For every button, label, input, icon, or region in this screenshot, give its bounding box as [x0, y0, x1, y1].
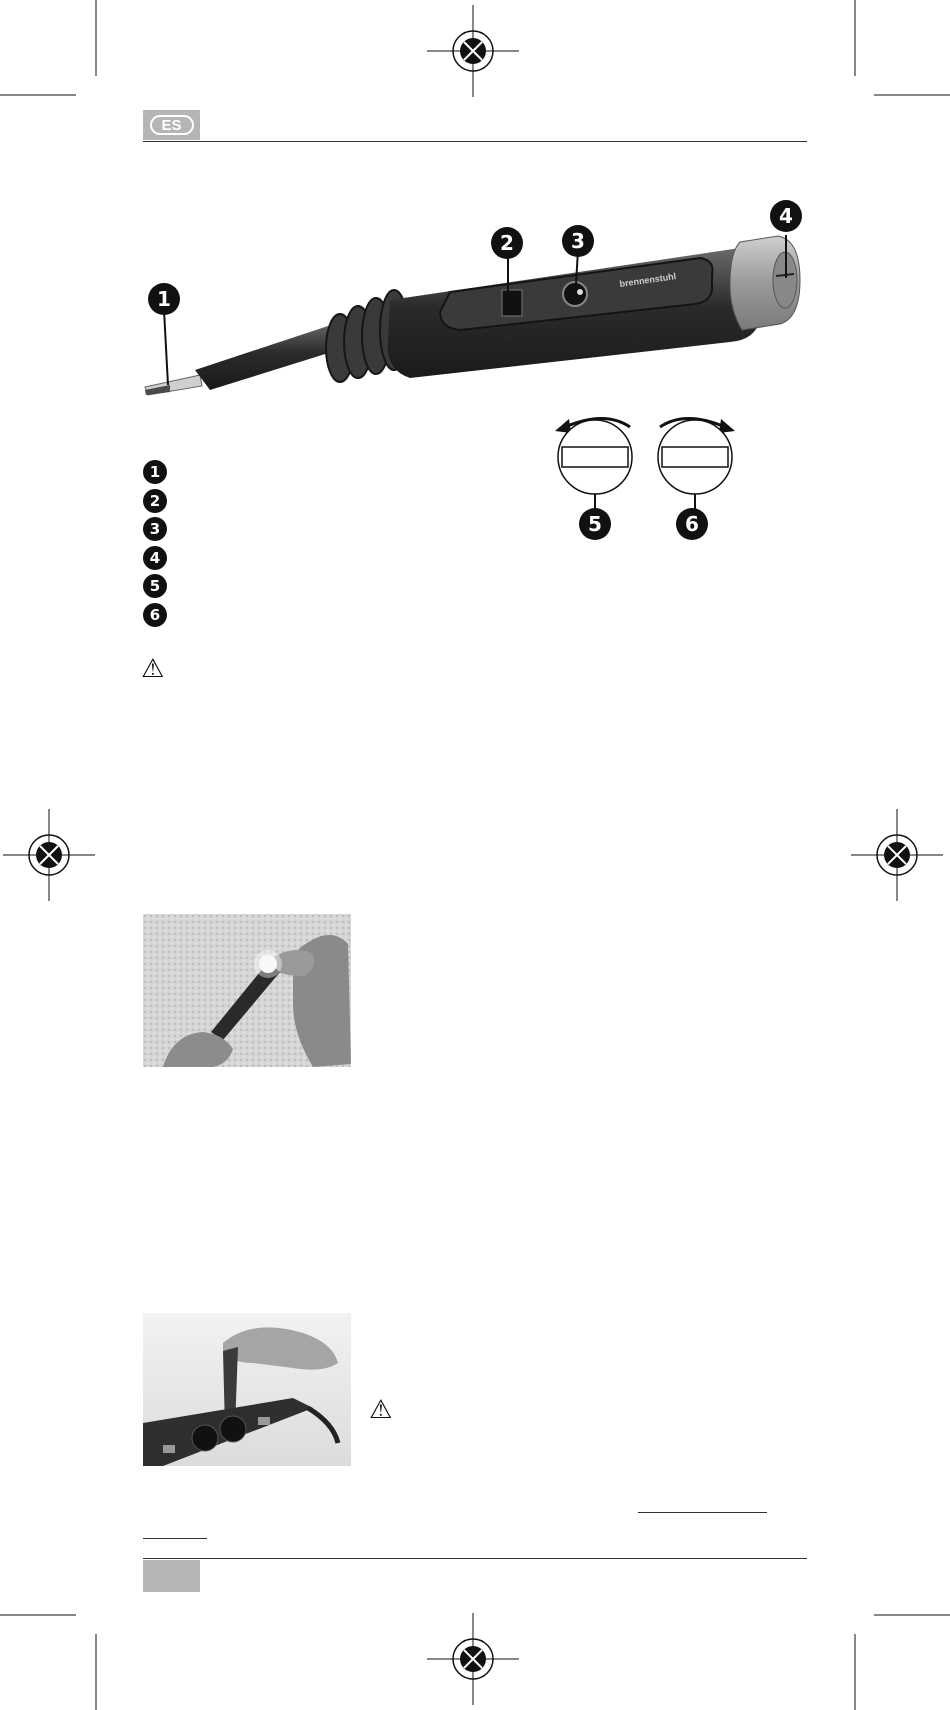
page-number-tab [143, 1560, 200, 1592]
photo-tester-in-hands [143, 914, 351, 1067]
legend-item-3: 3 [143, 517, 167, 541]
callout-4: 4 [770, 200, 802, 232]
callout-2: 2 [491, 227, 523, 259]
callout-5: 5 [579, 508, 611, 540]
legend-item-6: 6 [143, 603, 167, 627]
language-tab [143, 110, 200, 140]
legend-item-1: 1 [143, 460, 167, 484]
brand-label: brennenstuhl [618, 271, 677, 289]
legend-item-5: 5 [143, 574, 167, 598]
language-label: ES [150, 115, 194, 135]
legend-item-4: 4 [143, 546, 167, 570]
registration-mark-icon [427, 1613, 519, 1705]
warning-triangle-icon: ⚠ [141, 654, 165, 684]
registration-mark-icon [851, 809, 943, 901]
callout-3: 3 [562, 225, 594, 257]
underline-rule [143, 1538, 207, 1539]
callout-1: 1 [148, 283, 180, 315]
footer-rule [143, 1558, 807, 1559]
voltage-tester-illustration [140, 230, 810, 410]
rotation-diagrams [545, 405, 745, 515]
warning-triangle-icon: ⚠ [369, 1395, 393, 1425]
registration-mark-icon [3, 809, 95, 901]
callout-6: 6 [676, 508, 708, 540]
underline-rule [638, 1512, 767, 1513]
header-rule [143, 141, 807, 142]
registration-mark-icon [427, 5, 519, 97]
photo-tester-in-socket [143, 1313, 351, 1466]
legend-item-2: 2 [143, 489, 167, 513]
